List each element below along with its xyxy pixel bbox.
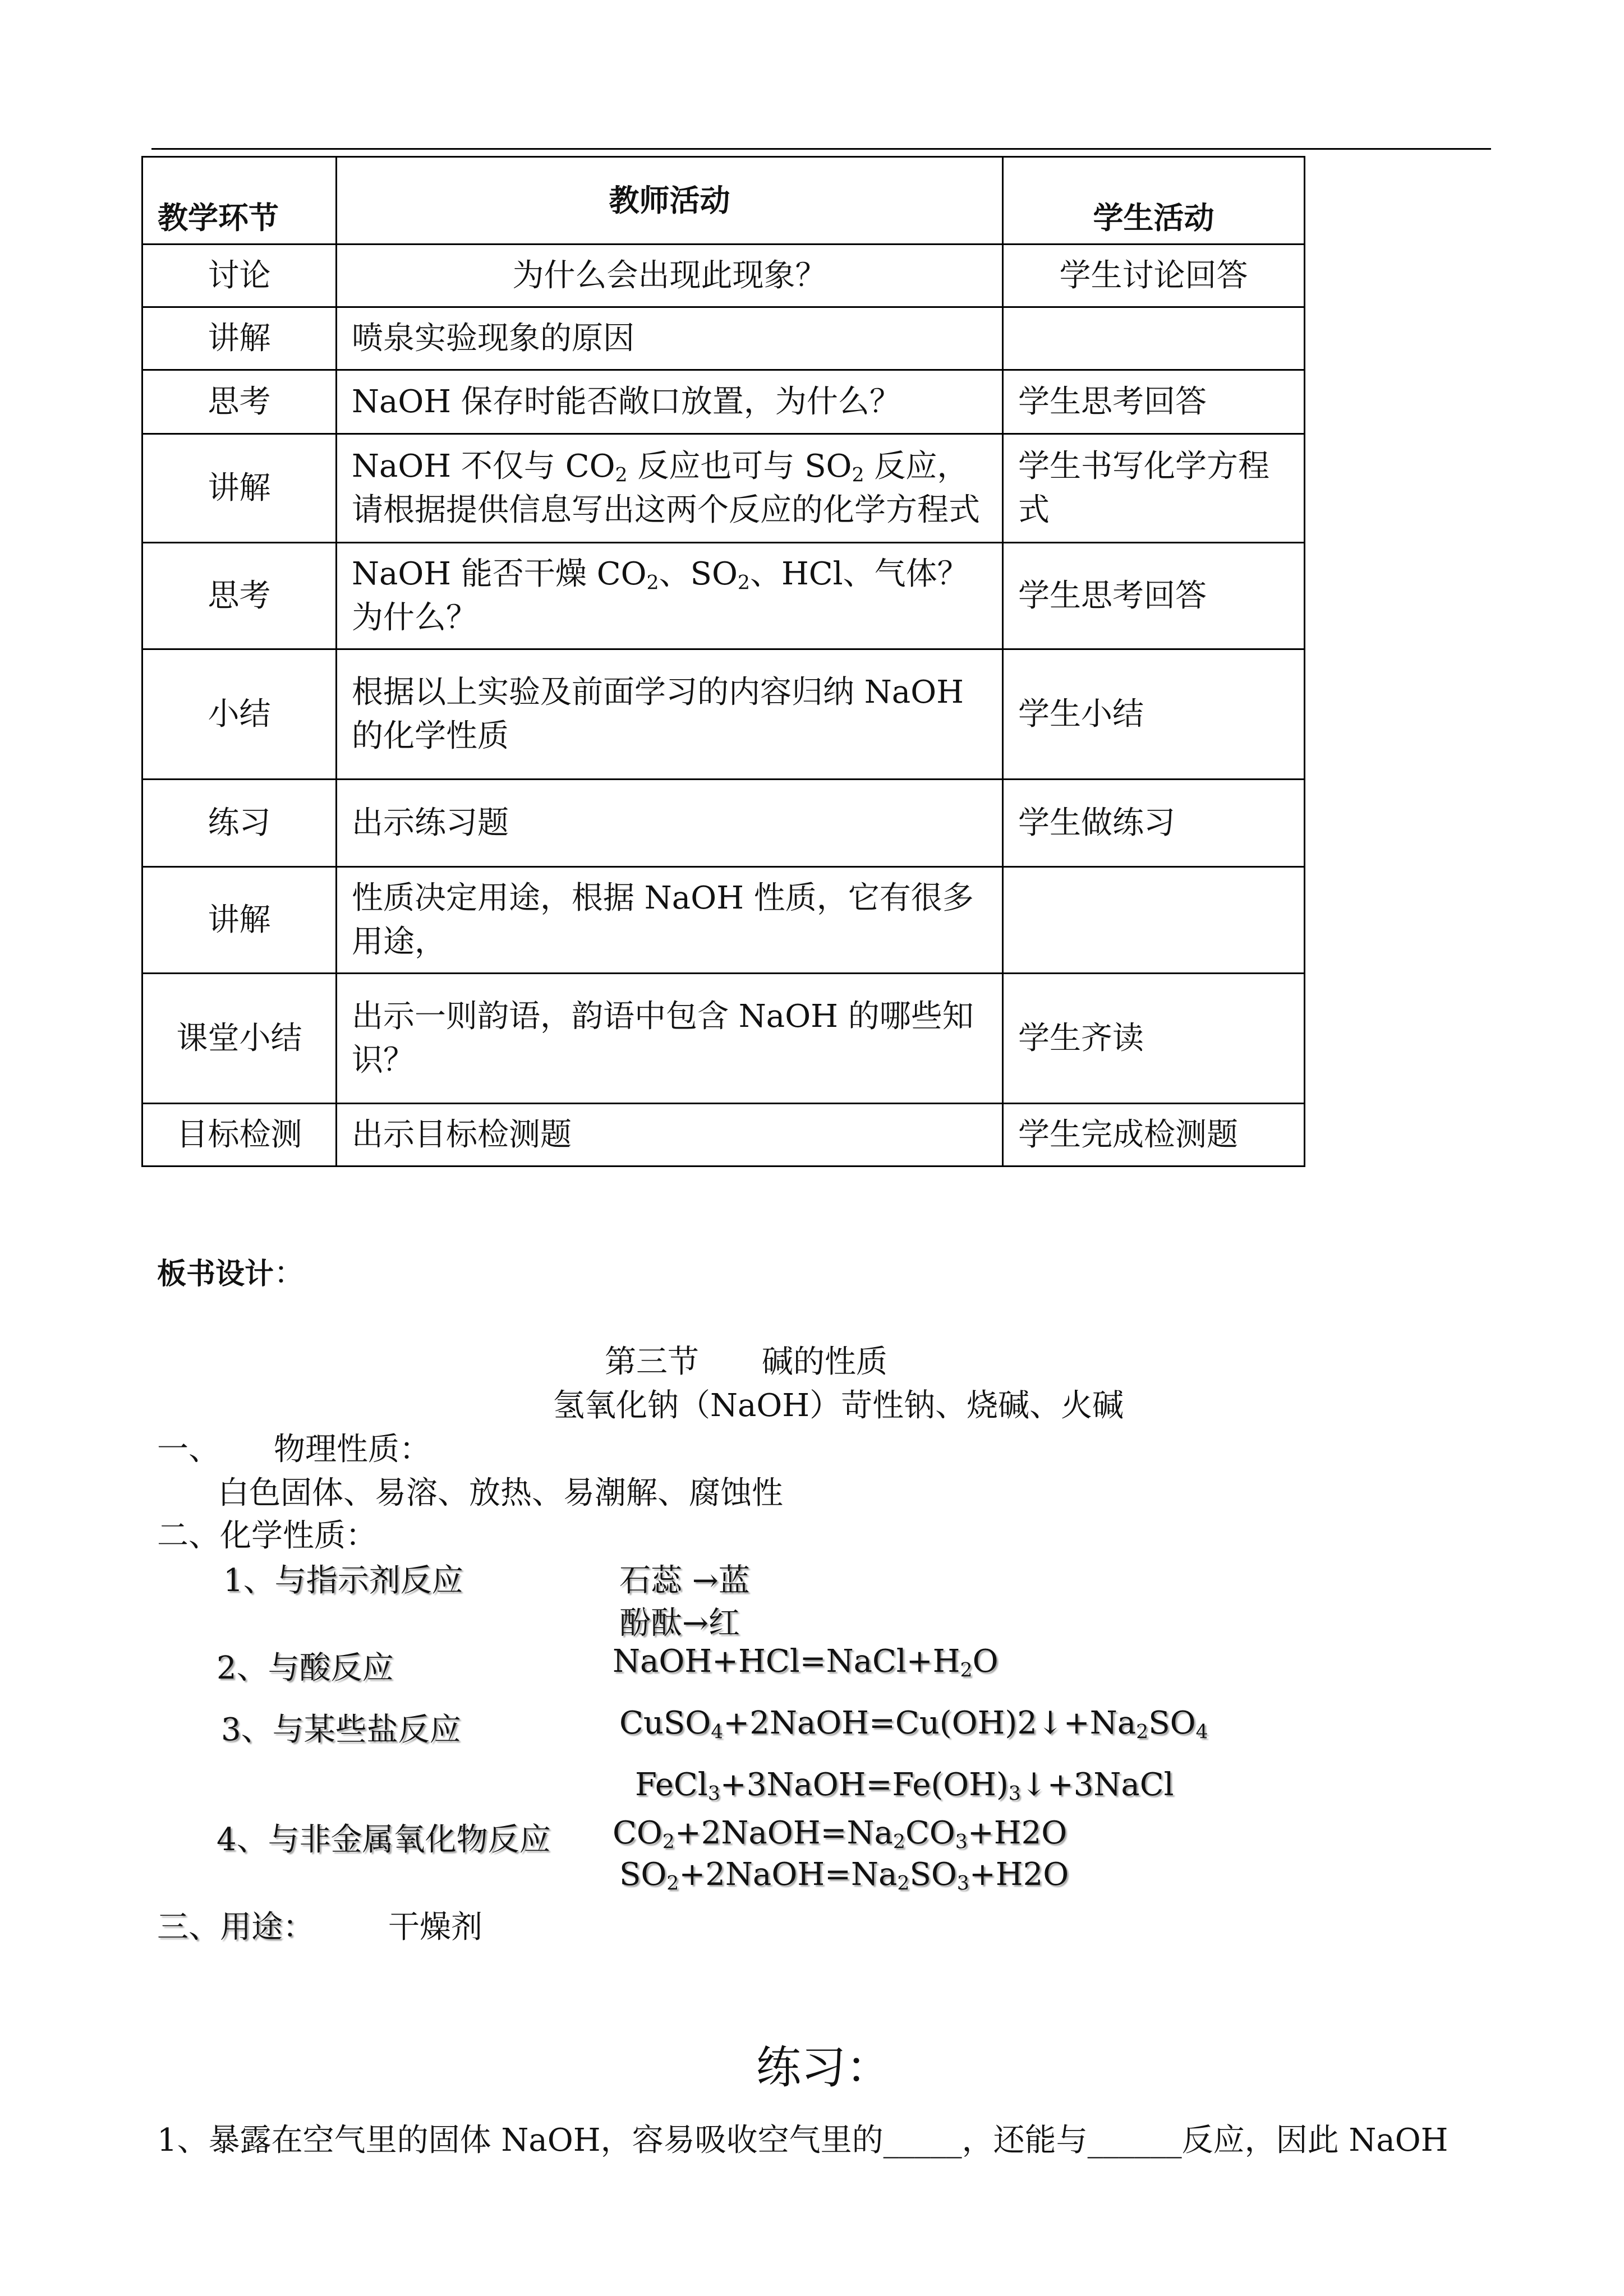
teacher-cell: 出示目标检测题 (337, 1104, 1003, 1167)
board-design-heading: 板书设计： (157, 1255, 306, 1292)
property-1-label: 1、与指示剂反应 (223, 1562, 463, 1599)
stage-cell: 练习 (142, 780, 337, 867)
stage-cell: 课堂小结 (142, 974, 337, 1104)
student-cell: 学生做练习 (1003, 780, 1305, 867)
blank-1[interactable]: _____ (883, 2122, 962, 2159)
property-4-equation-2: $SO_2+2NaOH=Na_2SO_3+H2O$ (619, 1856, 1069, 1895)
student-cell: 学生思考回答 (1003, 543, 1305, 649)
student-cell: 学生讨论回答 (1003, 245, 1305, 307)
teacher-cell: NaOH 保存时能否敞口放置，为什么？ (337, 370, 1003, 434)
table-header-row (142, 157, 1305, 245)
property-1-phenolphthalein: 酚酞→红 (619, 1605, 740, 1642)
stage-cell: 讲解 (142, 307, 337, 370)
property-3-equation-1: $CuSO_4+2NaOH=Cu(OH)2↓+Na_2SO_4$ (619, 1705, 1208, 1744)
blank-2[interactable]: ______ (1087, 2122, 1182, 2159)
section-1-content: 白色固体、易溶、放热、易潮解、腐蚀性 (218, 1475, 783, 1511)
teacher-cell: 为什么会出现此现象？ (337, 245, 1003, 307)
section-1-label: 物理性质： (274, 1431, 431, 1468)
header-rule (151, 148, 1491, 150)
exercise-question-1: 1、暴露在空气里的固体 NaOH，容易吸收空气里的_____，还能与______反应，因此 NaOH (157, 2122, 1448, 2159)
student-cell: 学生齐读 (1003, 974, 1305, 1104)
table-row (142, 434, 1305, 543)
property-2-label: 2、与酸反应 (217, 1650, 394, 1686)
student-cell: 学生思考回答 (1003, 370, 1305, 434)
property-4-label: 4、与非金属氧化物反应 (217, 1822, 551, 1858)
table-row (142, 307, 1305, 370)
stage-cell: 目标检测 (142, 1104, 337, 1167)
board-title: 第三节 碱的性质 (605, 1344, 887, 1380)
header-stage: 教学环节 (142, 157, 337, 245)
student-cell: 学生书写化学方程式 (1003, 434, 1305, 543)
stage-cell: 讲解 (142, 434, 337, 543)
teacher-cell: NaOH 能否干燥 $CO_2$、$SO_2$、HCl、气体？为什么？ (337, 543, 1003, 649)
teacher-cell: 喷泉实验现象的原因 (337, 307, 1003, 370)
header-student: 学生活动 (1003, 157, 1305, 245)
section-3-content: 干燥剂 (388, 1909, 482, 1945)
table-row (142, 543, 1305, 649)
table-row (142, 780, 1305, 867)
header-teacher: 教师活动 (337, 157, 1003, 245)
teacher-cell: 性质决定用途，根据 NaOH 性质，它有很多用途， (337, 867, 1003, 974)
property-2-equation: $NaOH+HCl=NaCl+H_2O$ (613, 1643, 999, 1682)
teacher-cell: 根据以上实验及前面学习的内容归纳 NaOH 的化学性质 (337, 649, 1003, 780)
student-cell: 学生小结 (1003, 649, 1305, 780)
section-3-label: 三、用途： (157, 1909, 314, 1945)
property-3-equation-2: $FeCl_3+3NaOH=Fe(OH)_3↓+3NaCl$ (635, 1767, 1174, 1805)
section-1-number: 一、 (157, 1431, 220, 1468)
exercise-title: 练习： (756, 2041, 891, 2094)
lesson-plan-table (141, 156, 1305, 1167)
student-cell (1003, 867, 1305, 974)
stage-cell: 小结 (142, 649, 337, 780)
student-cell (1003, 307, 1305, 370)
stage-cell: 思考 (142, 543, 337, 649)
stage-cell: 思考 (142, 370, 337, 434)
table-row (142, 1104, 1305, 1167)
teacher-cell: 出示练习题 (337, 780, 1003, 867)
board-subtitle: 氢氧化钠（NaOH）苛性钠、烧碱、火碱 (553, 1387, 1124, 1424)
student-cell: 学生完成检测题 (1003, 1104, 1305, 1167)
stage-cell: 讨论 (142, 245, 337, 307)
section-2-label: 二、化学性质： (157, 1518, 377, 1554)
table-row (142, 649, 1305, 780)
table-row (142, 867, 1305, 974)
teacher-cell: 出示一则韵语，韵语中包含 NaOH 的哪些知识？ (337, 974, 1003, 1104)
table-row (142, 245, 1305, 307)
property-3-label: 3、与某些盐反应 (221, 1712, 461, 1748)
table-row (142, 370, 1305, 434)
table-row (142, 974, 1305, 1104)
stage-cell: 讲解 (142, 867, 337, 974)
property-4-equation-1: $CO_2+2NaOH=Na_2CO_3+H2O$ (613, 1815, 1068, 1854)
teacher-cell: NaOH 不仅与 $CO_2$ 反应也可与 $SO_2$ 反应，请根据提供信息写出这两个反应的化学方程式 (337, 434, 1003, 543)
property-1-litmus: 石蕊 →蓝 (619, 1562, 750, 1599)
